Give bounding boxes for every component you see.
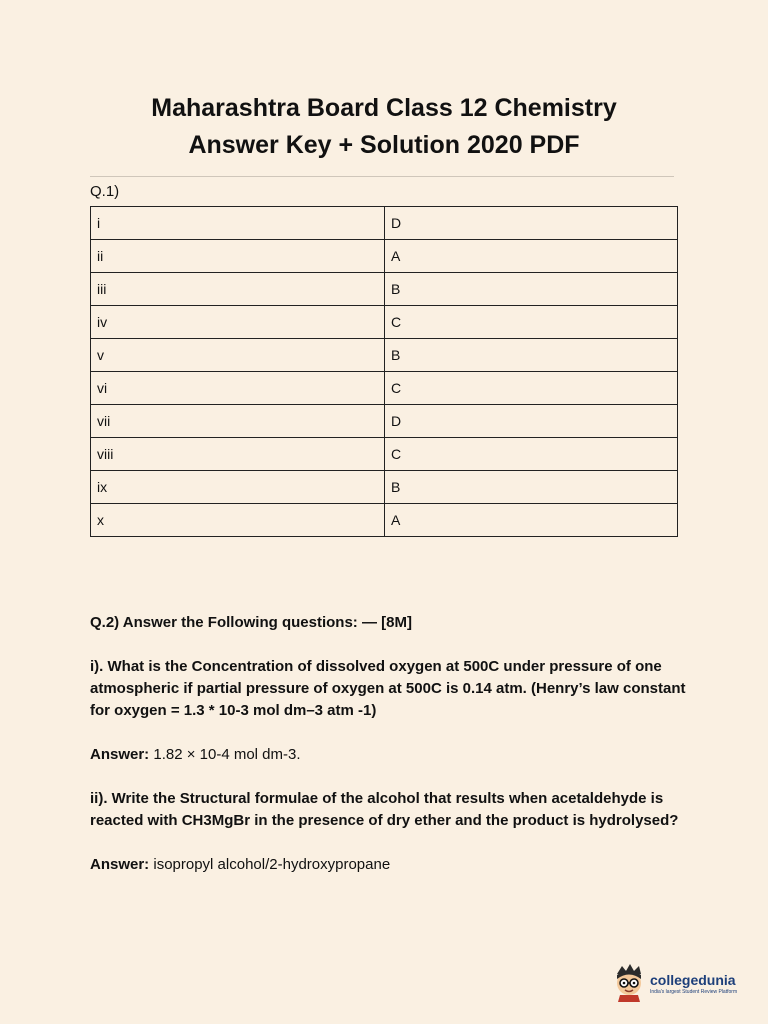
answer-option: D — [385, 405, 678, 438]
brand-tagline: India's largest Student Review Platform — [650, 989, 738, 995]
answer-option: B — [385, 273, 678, 306]
mascot-icon — [612, 962, 646, 1002]
question-number: iv — [91, 306, 385, 339]
answer-option: B — [385, 471, 678, 504]
answer-option: B — [385, 339, 678, 372]
q2-heading: Q.2) Answer the Following questions: — [8M] — [90, 614, 412, 631]
answer-option: A — [385, 240, 678, 273]
answer-i — [90, 744, 690, 766]
answer-i-text: 1.82 × 10-4 mol dm-3. — [153, 746, 301, 763]
table-row — [91, 207, 678, 240]
table-row — [91, 405, 678, 438]
question-number: v — [91, 339, 385, 372]
answer-table — [90, 206, 678, 537]
table-row — [91, 504, 678, 537]
q1-label: Q.1) — [90, 183, 120, 200]
answer-ii-text: isopropyl alcohol/2-hydroxypropane — [153, 856, 391, 873]
title-line-1: Maharashtra Board Class 12 Chemistry — [151, 94, 617, 122]
question-number: vii — [91, 405, 385, 438]
table-row — [91, 273, 678, 306]
answer-label: Answer: — [90, 746, 150, 763]
title-line-2: Answer Key + Solution 2020 PDF — [188, 131, 580, 159]
table-row — [91, 471, 678, 504]
answer-label: Answer: — [90, 856, 150, 873]
divider — [90, 176, 674, 177]
table-row — [91, 372, 678, 405]
table-row — [91, 438, 678, 471]
question-i: i). What is the Concentration of dissolved oxygen at 500C under pressure of one atmospheric if partial pressure of oxygen at 500C is 0.14 atm. (Henry’s law constant for oxygen = 1.3 * 10-3 mol dm–3 atm -1) — [90, 658, 686, 719]
question-number: iii — [91, 273, 385, 306]
table-row — [91, 240, 678, 273]
answer-option: C — [385, 372, 678, 405]
question-number: viii — [91, 438, 385, 471]
question-number: ii — [91, 240, 385, 273]
question-number: x — [91, 504, 385, 537]
brand-name: collegedunia — [650, 972, 736, 988]
question-ii: ii). Write the Structural formulae of the alcohol that results when acetaldehyde is reacted with CH3MgBr in the presence of dry ether and the product is hydrolysed? — [90, 790, 679, 829]
page-title — [0, 90, 768, 164]
table-row — [91, 306, 678, 339]
answer-ii — [90, 854, 690, 876]
answer-option: C — [385, 438, 678, 471]
answer-option: D — [385, 207, 678, 240]
answer-option: A — [385, 504, 678, 537]
table-row — [91, 339, 678, 372]
question-number: ix — [91, 471, 385, 504]
q2-section — [90, 612, 690, 898]
collegedunia-logo — [612, 962, 742, 1002]
question-number: vi — [91, 372, 385, 405]
question-number: i — [91, 207, 385, 240]
answer-option: C — [385, 306, 678, 339]
